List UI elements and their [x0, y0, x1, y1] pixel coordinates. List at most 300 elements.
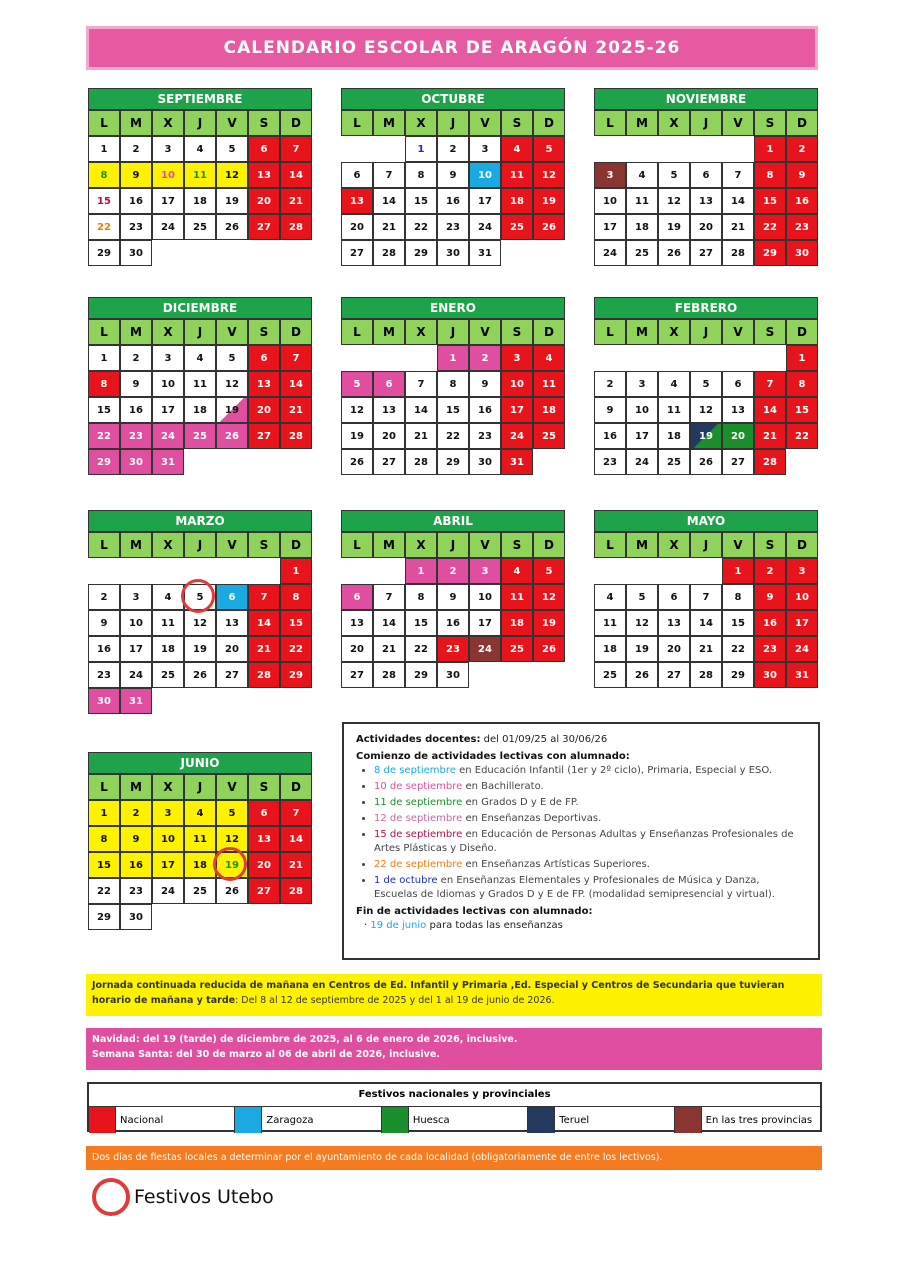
- calendar-day: 12: [658, 188, 690, 214]
- calendar-day: 23: [754, 636, 786, 662]
- calendar-day: 26: [184, 662, 216, 688]
- legend-item: [235, 1107, 381, 1133]
- legend-swatch: [675, 1107, 702, 1133]
- weekday-header: X: [405, 319, 437, 345]
- weekday-header: L: [88, 110, 120, 136]
- calendar-day: 28: [754, 449, 786, 475]
- calendar-day: 19: [533, 610, 565, 636]
- calendar-day: 8: [786, 371, 818, 397]
- calendar-day: 22: [786, 423, 818, 449]
- comienzo-item: [374, 874, 806, 902]
- jornada-part1: Jornada continuada reducida de mañana en Centros de Ed. Infantil y Primaria ,Ed. Especial y Centros de Secundaria que tuvieran horario de mañana y tarde: [92, 980, 785, 1006]
- calendar-day: 26: [216, 878, 248, 904]
- month-name: OCTUBRE: [341, 88, 565, 110]
- fin-label: Fin de actividades lectivas con alumnado:: [356, 906, 593, 917]
- weekday-header: J: [184, 774, 216, 800]
- calendar-day: 24: [120, 662, 152, 688]
- month-name: ABRIL: [341, 510, 565, 532]
- calendar-day: 28: [405, 449, 437, 475]
- calendar-day: 29: [405, 662, 437, 688]
- weekday-header: V: [722, 110, 754, 136]
- calendar-day: 1: [722, 558, 754, 584]
- calendar-day: 20: [722, 423, 754, 449]
- calendar-day: 26: [533, 636, 565, 662]
- calendar-day: 28: [373, 662, 405, 688]
- calendar-day: 11: [658, 397, 690, 423]
- weekday-header: J: [690, 319, 722, 345]
- calendar-day: 31: [469, 240, 501, 266]
- calendar-day: 12: [216, 162, 248, 188]
- weekday-header: X: [405, 110, 437, 136]
- weekday-header: J: [184, 532, 216, 558]
- calendar-day: 22: [722, 636, 754, 662]
- calendar-day: 3: [501, 345, 533, 371]
- calendar-day: 5: [341, 371, 373, 397]
- calendar-day: 5: [533, 136, 565, 162]
- calendar-day: 27: [658, 662, 690, 688]
- calendar-day: 21: [280, 188, 312, 214]
- utebo-legend: [92, 1178, 274, 1216]
- calendar-day: 29: [754, 240, 786, 266]
- comienzo-item: [374, 796, 806, 810]
- legend-label: Teruel: [559, 1114, 590, 1126]
- festivos-legend: [87, 1082, 822, 1132]
- calendar-day: 5: [216, 345, 248, 371]
- calendar-day: 12: [690, 397, 722, 423]
- weekday-header: M: [120, 532, 152, 558]
- calendar-day: 25: [501, 636, 533, 662]
- weekday-header: D: [533, 532, 565, 558]
- calendar-day: 6: [216, 584, 248, 610]
- month-diciembre: [88, 297, 312, 475]
- calendar-day: 31: [501, 449, 533, 475]
- weekday-header: D: [786, 532, 818, 558]
- calendar-day: 23: [437, 636, 469, 662]
- weekday-header: M: [120, 774, 152, 800]
- calendar-day: 3: [152, 136, 184, 162]
- weekday-header: V: [216, 532, 248, 558]
- calendar-day: 22: [88, 423, 120, 449]
- weekday-header: V: [722, 532, 754, 558]
- calendar-day: 16: [594, 423, 626, 449]
- calendar-day: 29: [280, 662, 312, 688]
- calendar-day: 24: [594, 240, 626, 266]
- calendar-day: 5: [658, 162, 690, 188]
- calendar-day: 1: [405, 558, 437, 584]
- calendar-day: 11: [184, 162, 216, 188]
- calendar-day: 27: [341, 240, 373, 266]
- comienzo-text: en Bachillerato.: [462, 781, 544, 792]
- weekday-header: X: [658, 110, 690, 136]
- calendar-day: 30: [469, 449, 501, 475]
- calendar-day: 11: [501, 162, 533, 188]
- calendar-day: 17: [594, 214, 626, 240]
- calendar-day: 7: [373, 162, 405, 188]
- calendar-day: 8: [405, 584, 437, 610]
- calendar-day: 18: [533, 397, 565, 423]
- calendar-day: 16: [120, 397, 152, 423]
- weekday-header: L: [341, 319, 373, 345]
- weekday-header: X: [152, 319, 184, 345]
- calendar-day: 17: [626, 423, 658, 449]
- calendar-day: 8: [437, 371, 469, 397]
- weekday-header: L: [88, 532, 120, 558]
- calendar-day: 10: [152, 371, 184, 397]
- calendar-day: 22: [88, 214, 120, 240]
- calendar-day: 25: [184, 878, 216, 904]
- calendar-day: 1: [754, 136, 786, 162]
- calendar-day: 8: [754, 162, 786, 188]
- calendar-day: 11: [184, 371, 216, 397]
- comienzo-text: en Enseñanzas Deportivas.: [462, 813, 602, 824]
- comienzo-item: [374, 764, 806, 778]
- calendar-day: 22: [88, 878, 120, 904]
- calendar-day: 19: [533, 188, 565, 214]
- weekday-header: V: [469, 110, 501, 136]
- legend-item: [528, 1107, 674, 1133]
- legend-label: Huesca: [412, 1114, 450, 1126]
- calendar-day: 16: [120, 852, 152, 878]
- weekday-header: M: [373, 319, 405, 345]
- weekday-header: M: [120, 110, 152, 136]
- weekday-header: L: [594, 110, 626, 136]
- calendar-day: 15: [405, 610, 437, 636]
- calendar-day: 11: [152, 610, 184, 636]
- weekday-header: J: [690, 110, 722, 136]
- calendar-day: 18: [658, 423, 690, 449]
- calendar-day: 4: [184, 345, 216, 371]
- legend-item: [89, 1107, 235, 1133]
- calendar-day: 14: [280, 162, 312, 188]
- calendar-day: 13: [373, 397, 405, 423]
- comienzo-text: en Educación Infantil (1er y 2º ciclo), Primaria, Especial y ESO.: [455, 765, 773, 776]
- weekday-header: J: [690, 532, 722, 558]
- calendar-day: 1: [437, 345, 469, 371]
- calendar-day: 16: [437, 610, 469, 636]
- weekday-header: X: [405, 532, 437, 558]
- comienzo-text: en Grados D y E de FP.: [462, 797, 579, 808]
- comienzo-item: [374, 780, 806, 794]
- calendar-day: 3: [786, 558, 818, 584]
- calendar-day: 15: [437, 397, 469, 423]
- calendar-day: 10: [120, 610, 152, 636]
- calendar-day: 3: [152, 345, 184, 371]
- weekday-header: S: [501, 319, 533, 345]
- calendar-day: 1: [786, 345, 818, 371]
- calendar-day: 5: [626, 584, 658, 610]
- calendar-day: 11: [501, 584, 533, 610]
- calendar-day: 10: [469, 162, 501, 188]
- calendar-day: 8: [722, 584, 754, 610]
- month-noviembre: [594, 88, 818, 266]
- calendar-day: 14: [373, 188, 405, 214]
- weekday-header: J: [437, 532, 469, 558]
- calendar-day: 25: [184, 214, 216, 240]
- calendar-day: 8: [88, 371, 120, 397]
- comienzo-date: 11 de septiembre: [374, 797, 463, 808]
- calendar-day: 22: [405, 214, 437, 240]
- calendar-day: 4: [533, 345, 565, 371]
- calendar-day: 9: [469, 371, 501, 397]
- calendar-day: 21: [373, 214, 405, 240]
- comienzo-text: en Enseñanzas Elementales y Profesionales de Música y Danza, Escuelas de Idiomas y Grados D y E de FP. (modalidad semipresencial y virtual).: [374, 875, 775, 900]
- weekday-header: D: [280, 110, 312, 136]
- calendar-day: 19: [216, 188, 248, 214]
- calendar-day: 17: [469, 188, 501, 214]
- comienzo-date: 15 de septiembre: [374, 829, 463, 840]
- calendar-day: 22: [405, 636, 437, 662]
- weekday-header: L: [594, 319, 626, 345]
- calendar-day: 6: [248, 800, 280, 826]
- calendar-day: 11: [626, 188, 658, 214]
- calendar-day: 27: [341, 662, 373, 688]
- calendar-day: 10: [626, 397, 658, 423]
- calendar-day: 27: [248, 878, 280, 904]
- calendar-day: 20: [248, 188, 280, 214]
- calendar-day: 23: [594, 449, 626, 475]
- calendar-day: 13: [248, 826, 280, 852]
- calendar-day: 4: [152, 584, 184, 610]
- calendar-day: 25: [501, 214, 533, 240]
- calendar-day: 6: [248, 136, 280, 162]
- calendar-day: 11: [533, 371, 565, 397]
- calendar-day: 28: [373, 240, 405, 266]
- calendar-day: 26: [216, 214, 248, 240]
- calendar-day: 15: [405, 188, 437, 214]
- month-junio: [88, 752, 312, 930]
- calendar-day: 20: [216, 636, 248, 662]
- calendar-day: 9: [437, 162, 469, 188]
- calendar-day: 15: [88, 188, 120, 214]
- calendar-day: 14: [248, 610, 280, 636]
- calendar-day: 18: [152, 636, 184, 662]
- calendar-day: 13: [690, 188, 722, 214]
- calendar-day: 10: [786, 584, 818, 610]
- month-name: MAYO: [594, 510, 818, 532]
- legend-label: Zaragoza: [266, 1114, 314, 1126]
- calendar-day: 13: [658, 610, 690, 636]
- calendar-day: 4: [184, 800, 216, 826]
- calendar-day: 11: [184, 826, 216, 852]
- calendar-day: 30: [437, 240, 469, 266]
- calendar-day: 15: [280, 610, 312, 636]
- calendar-day: 6: [722, 371, 754, 397]
- calendar-day: 24: [152, 214, 184, 240]
- calendar-day: 25: [152, 662, 184, 688]
- weekday-header: L: [341, 532, 373, 558]
- calendar-day: 10: [501, 371, 533, 397]
- weekday-header: L: [594, 532, 626, 558]
- month-abril: [341, 510, 565, 688]
- month-mayo: [594, 510, 818, 688]
- calendar-day: 20: [248, 852, 280, 878]
- calendar-day: 12: [216, 371, 248, 397]
- calendar-day: 9: [754, 584, 786, 610]
- weekday-header: M: [626, 319, 658, 345]
- calendar-day: 28: [722, 240, 754, 266]
- weekday-header: X: [658, 319, 690, 345]
- fin-item: · 19 de junio para todas las enseñanzas: [364, 920, 563, 931]
- legend-swatch: [528, 1107, 555, 1133]
- calendar-day: 16: [120, 188, 152, 214]
- calendar-day: 26: [626, 662, 658, 688]
- calendar-day: 25: [626, 240, 658, 266]
- calendar-day: 19: [216, 852, 248, 878]
- calendar-day: 17: [152, 852, 184, 878]
- weekday-header: J: [184, 110, 216, 136]
- calendar-day: 5: [533, 558, 565, 584]
- weekday-header: D: [786, 319, 818, 345]
- info-box: [342, 722, 820, 960]
- calendar-day: 21: [754, 423, 786, 449]
- calendar-day: 23: [469, 423, 501, 449]
- legend-item: [675, 1107, 820, 1133]
- month-febrero: [594, 297, 818, 475]
- calendar-day: 16: [754, 610, 786, 636]
- month-septiembre: [88, 88, 312, 266]
- calendar-day: 14: [280, 371, 312, 397]
- weekday-header: X: [152, 532, 184, 558]
- calendar-day: 29: [88, 904, 120, 930]
- comienzo-date: 12 de septiembre: [374, 813, 463, 824]
- calendar-day: 25: [594, 662, 626, 688]
- calendar-day: 16: [786, 188, 818, 214]
- weekday-header: D: [533, 110, 565, 136]
- weekday-header: L: [88, 774, 120, 800]
- calendar-day: 24: [501, 423, 533, 449]
- weekday-header: S: [501, 110, 533, 136]
- calendar-day: 8: [405, 162, 437, 188]
- calendar-day: 20: [341, 214, 373, 240]
- calendar-day: 21: [405, 423, 437, 449]
- calendar-day: 14: [722, 188, 754, 214]
- comienzo-date: 10 de septiembre: [374, 781, 463, 792]
- legend-title: Festivos nacionales y provinciales: [89, 1084, 820, 1107]
- month-name: ENERO: [341, 297, 565, 319]
- calendar-day: 18: [626, 214, 658, 240]
- calendar-day: 26: [216, 423, 248, 449]
- calendar-day: 24: [152, 878, 184, 904]
- comienzo-list: [356, 764, 806, 902]
- calendar-day: 19: [184, 636, 216, 662]
- weekday-header: M: [626, 110, 658, 136]
- calendar-day: 19: [341, 423, 373, 449]
- calendar-day: 23: [120, 878, 152, 904]
- calendar-day: 20: [341, 636, 373, 662]
- calendar-day: 1: [405, 136, 437, 162]
- festivo-utebo-circle: [181, 579, 215, 613]
- calendar-day: 20: [248, 397, 280, 423]
- calendar-day: 19: [216, 397, 248, 423]
- calendar-day: 9: [120, 162, 152, 188]
- calendar-day: 10: [152, 162, 184, 188]
- month-name: SEPTIEMBRE: [88, 88, 312, 110]
- calendar-day: 3: [626, 371, 658, 397]
- calendar-day: 28: [690, 662, 722, 688]
- calendar-day: 2: [754, 558, 786, 584]
- calendar-day: 11: [594, 610, 626, 636]
- calendar-day: 23: [120, 423, 152, 449]
- calendar-day: 30: [120, 904, 152, 930]
- calendar-day: 9: [88, 610, 120, 636]
- calendar-day: 22: [754, 214, 786, 240]
- vacaciones-band: [86, 1028, 822, 1070]
- calendar-day: 27: [690, 240, 722, 266]
- calendar-day: 7: [280, 800, 312, 826]
- calendar-day: 17: [152, 397, 184, 423]
- comienzo-date: 22 de septiembre: [374, 859, 463, 870]
- calendar-day: 24: [152, 423, 184, 449]
- calendar-day: 17: [120, 636, 152, 662]
- calendar-day: 23: [88, 662, 120, 688]
- calendar-day: 18: [501, 610, 533, 636]
- calendar-day: 5: [184, 584, 216, 610]
- calendar-day: 5: [216, 800, 248, 826]
- calendar-day: 25: [533, 423, 565, 449]
- calendar-day: 16: [437, 188, 469, 214]
- month-name: NOVIEMBRE: [594, 88, 818, 110]
- festivo-utebo-circle: [213, 847, 247, 881]
- calendar-day: 12: [216, 826, 248, 852]
- calendar-day: 2: [437, 558, 469, 584]
- weekday-header: S: [248, 774, 280, 800]
- calendar-day: 23: [120, 214, 152, 240]
- calendar-day: 2: [120, 136, 152, 162]
- calendar-day: 27: [248, 423, 280, 449]
- calendar-day: 24: [469, 214, 501, 240]
- calendar-day: 6: [341, 584, 373, 610]
- weekday-header: J: [437, 110, 469, 136]
- month-name: JUNIO: [88, 752, 312, 774]
- calendar-day: 26: [658, 240, 690, 266]
- calendar-day: 27: [216, 662, 248, 688]
- calendar-day: 31: [786, 662, 818, 688]
- weekday-header: D: [786, 110, 818, 136]
- calendar-day: 7: [373, 584, 405, 610]
- comienzo-label: Comienzo de actividades lectivas con alumnado:: [356, 751, 630, 762]
- calendar-day: 25: [184, 423, 216, 449]
- weekday-header: X: [658, 532, 690, 558]
- calendar-day: 13: [341, 610, 373, 636]
- calendar-day: 20: [658, 636, 690, 662]
- comienzo-date: 8 de septiembre: [374, 765, 456, 776]
- calendar-day: 2: [594, 371, 626, 397]
- docentes-label: Actividades docentes:: [356, 734, 481, 745]
- calendar-day: 26: [341, 449, 373, 475]
- calendar-day: 30: [88, 688, 120, 714]
- calendar-day: 28: [280, 423, 312, 449]
- calendar-day: 3: [469, 558, 501, 584]
- calendar-day: 6: [373, 371, 405, 397]
- calendar-day: 7: [405, 371, 437, 397]
- calendar-day: 14: [690, 610, 722, 636]
- month-marzo: [88, 510, 312, 714]
- weekday-header: V: [469, 532, 501, 558]
- calendar-day: 15: [722, 610, 754, 636]
- month-name: FEBRERO: [594, 297, 818, 319]
- weekday-header: J: [184, 319, 216, 345]
- weekday-header: V: [216, 110, 248, 136]
- calendar-day: 14: [280, 826, 312, 852]
- month-octubre: [341, 88, 565, 266]
- calendar-day: 18: [501, 188, 533, 214]
- calendar-day: 4: [501, 558, 533, 584]
- calendar-day: 15: [786, 397, 818, 423]
- calendar-day: 10: [469, 584, 501, 610]
- calendar-day: 19: [626, 636, 658, 662]
- calendar-day: 8: [88, 826, 120, 852]
- calendar-day: 12: [533, 584, 565, 610]
